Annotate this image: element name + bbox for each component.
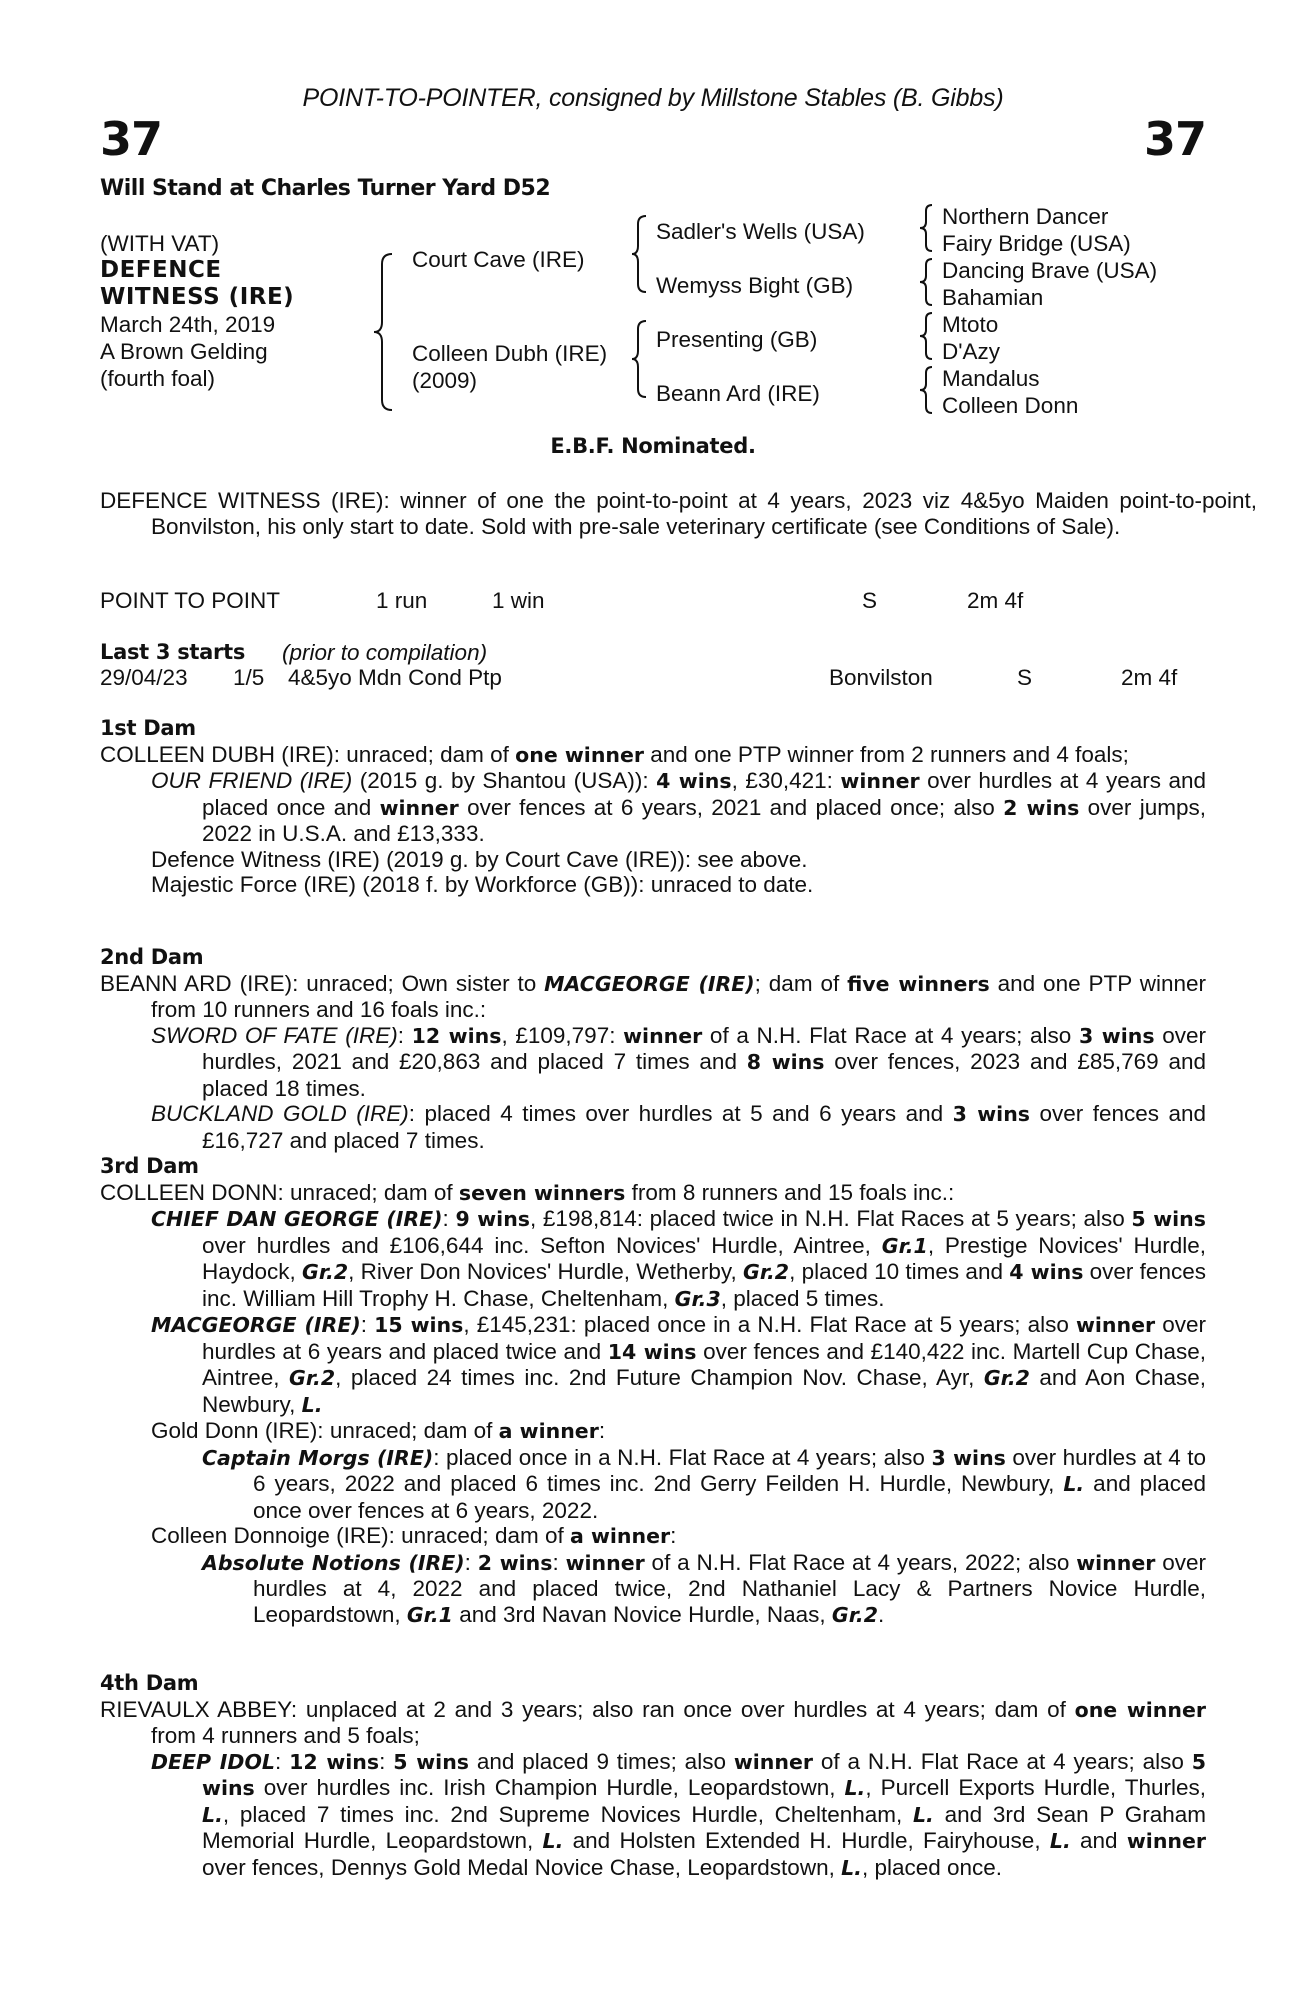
record-distance: 2m 4f <box>967 588 1024 613</box>
text-run: , placed 10 times and <box>789 1259 1010 1284</box>
pedigree-dam-dam: Beann Ard (IRE) <box>656 381 820 406</box>
start-position: 1/5 <box>233 665 265 690</box>
text-run: and one PTP winner from 10 runners and 16 foals inc.: <box>151 970 1207 1022</box>
bold-text: 9 wins <box>455 1207 531 1231</box>
produce-entry <box>151 768 1206 847</box>
text-run: and placed 9 times; also <box>469 1748 734 1774</box>
bold-italic-name: Absolute Notions (IRE) <box>202 1550 465 1575</box>
text-run: over fences, 2023 and £85,769 and placed 18 times. <box>202 1049 1206 1101</box>
text-run: Majestic Force (IRE) (2018 f. by Workforce (GB)): unraced to date. <box>151 872 814 897</box>
text-run: and 3rd Navan Novice Hurdle, Naas, <box>452 1601 832 1627</box>
text-run: Gold Donn (IRE): unraced; dam of <box>151 1418 499 1443</box>
pedigree-brace-g1 <box>918 203 936 253</box>
text-run: : placed once in a N.H. Flat Race at 4 years; also <box>433 1444 932 1470</box>
text-run: and <box>1070 1828 1127 1853</box>
bold-italic-name: MACGEORGE (IRE) <box>544 971 755 996</box>
text-run: Colleen Donnoige (IRE): unraced; dam of <box>151 1523 570 1548</box>
text-run: from 8 runners and 15 foals inc.: <box>625 1179 955 1205</box>
pedigree-ggp-6: D'Azy <box>942 339 1001 364</box>
bold-italic-name: Gr.2 <box>743 1260 790 1284</box>
text-run: : <box>360 1312 375 1337</box>
bold-text: one winner <box>515 742 645 767</box>
text-run: over hurdles, 2021 and £20,863 and placed 7 times and <box>202 1022 1206 1074</box>
dam-heading: 4th Dam <box>100 1671 199 1695</box>
bold-italic-name: L. <box>841 1855 862 1880</box>
dam-entry <box>100 1697 1206 1749</box>
text-run: over fences at 6 years, 2021 and placed once; also <box>458 794 1004 820</box>
pedigree-ggp-4: Bahamian <box>942 285 1044 310</box>
bold-italic-name: Gr.1 <box>881 1233 928 1258</box>
text-run: of a N.H. Flat Race at 4 years; also <box>702 1022 1079 1048</box>
pedigree-dam: Colleen Dubh (IRE) <box>412 341 608 366</box>
start-date: 29/04/23 <box>100 665 188 690</box>
bold-text: winner <box>733 1749 813 1774</box>
produce-entry <box>151 1312 1206 1418</box>
produce-entry <box>151 1101 1206 1153</box>
text-run: over hurdles inc. Irish Champion Hurdle, Leopardstown, <box>254 1775 845 1800</box>
start-distance: 2m 4f <box>1121 665 1178 690</box>
bold-text: 3 wins <box>931 1445 1006 1470</box>
last-starts-note: (prior to compilation) <box>282 640 488 665</box>
dam-entry <box>100 1180 1206 1207</box>
text-run: over fences and £16,727 and placed 7 times. <box>202 1101 1207 1153</box>
bold-text: 5 wins <box>393 1749 470 1774</box>
text-run: : <box>274 1748 290 1774</box>
text-run: RIEVAULX ABBEY: unplaced at 2 and 3 years; also ran once over hurdles at 4 years; dam of <box>100 1696 1075 1722</box>
text-run: , £198,814: placed twice in N.H. Flat Races at 5 years; also <box>530 1206 1132 1231</box>
pedigree-ggp-8: Colleen Donn <box>942 393 1079 418</box>
text-run: : <box>598 1418 606 1443</box>
bold-text: one winner <box>1074 1697 1206 1722</box>
horse-details <box>100 230 294 392</box>
text-run: over hurdles at 4, 2022 and placed twice, 2nd Nathaniel Lacy & Partners Novice Hurdle, Leopardstown, <box>253 1549 1206 1627</box>
produce-entry <box>151 1749 1206 1882</box>
bold-text: winner <box>623 1023 703 1048</box>
last-start-row <box>100 665 1206 695</box>
text-run: of a N.H. Flat Race at 4 years, 2022; also <box>644 1549 1077 1575</box>
bold-text: 12 wins <box>289 1749 380 1774</box>
text-run: COLLEEN DONN: unraced; dam of <box>100 1179 459 1205</box>
text-run: over jumps, 2022 in U.S.A. and £13,333. <box>202 794 1207 846</box>
bold-text: winner <box>565 1550 645 1575</box>
dam-heading: 1st Dam <box>100 716 196 740</box>
start-course: Bonvilston <box>829 665 933 690</box>
italic-name: SWORD OF FATE (IRE) <box>151 1022 398 1048</box>
bold-text: 4 wins <box>1009 1260 1084 1284</box>
dam-section-4 <box>100 1671 1206 1881</box>
race-record <box>100 588 1206 618</box>
bold-text: 2 wins <box>477 1550 553 1575</box>
produce-entry <box>202 1550 1206 1629</box>
bold-italic-name: L. <box>844 1776 866 1800</box>
text-run: , Purcell Exports Hurdle, Thurles, <box>865 1775 1206 1800</box>
bold-italic-name: L. <box>542 1829 564 1853</box>
text-run: over fences, Dennys Gold Medal Novice Chase, Leopardstown, <box>202 1854 842 1880</box>
bold-italic-name: CHIEF DAN GEORGE (IRE) <box>151 1207 443 1231</box>
bold-text: 2 wins <box>1003 795 1080 820</box>
horse-description: A Brown Gelding <box>100 339 268 364</box>
horse-summary: DEFENCE WITNESS (IRE): winner of one the point-to-point at 4 years, 2023 viz 4&5yo Maiden point-to-point, Bonvilston, his only start to date. Sold with pre-sale veterinary certificate (see Conditions of Sale). <box>100 488 1257 539</box>
text-run: . <box>877 1601 885 1627</box>
text-run: : placed 4 times over hurdles at 5 and 6 years and <box>408 1101 953 1126</box>
text-run: and 3rd Sean P Graham Memorial Hurdle, Leopardstown, <box>202 1801 1206 1853</box>
bold-italic-name: L. <box>301 1392 323 1417</box>
bold-text: winner <box>1126 1829 1207 1853</box>
bold-italic-name: MACGEORGE (IRE) <box>151 1313 361 1337</box>
produce-entry <box>151 1418 1206 1445</box>
horse-name-line1: DEFENCE <box>100 257 222 283</box>
text-run: : <box>552 1549 566 1575</box>
bold-text: a winner <box>569 1524 671 1548</box>
pedigree-brace-g4 <box>918 365 936 415</box>
pedigree-ggp-2: Fairy Bridge (USA) <box>942 231 1131 256</box>
bold-text: 3 wins <box>952 1102 1031 1126</box>
bold-italic-name: Captain Morgs (IRE) <box>202 1445 434 1470</box>
text-run: , placed once. <box>861 1854 1003 1880</box>
bold-italic-name: Gr.1 <box>406 1602 453 1627</box>
bold-text: 3 wins <box>1078 1023 1155 1048</box>
stand-location: Will Stand at Charles Turner Yard D52 <box>100 176 551 201</box>
bold-italic-name: L. <box>912 1802 934 1827</box>
text-run: BEANN ARD (IRE): unraced; Own sister to <box>100 970 545 996</box>
produce-entry <box>151 847 1206 873</box>
text-run: of a N.H. Flat Race at 4 years; also <box>813 1748 1192 1774</box>
italic-name: BUCKLAND GOLD (IRE) <box>151 1101 409 1126</box>
text-run: COLLEEN DUBH (IRE): unraced; dam of <box>100 741 516 767</box>
vat-note: (WITH VAT) <box>100 231 220 256</box>
pedigree-brace-dam <box>630 319 650 399</box>
bold-text: a winner <box>498 1419 599 1443</box>
text-run: : <box>670 1523 677 1548</box>
text-run: and Holsten Extended H. Hurdle, Fairyhouse, <box>563 1828 1050 1853</box>
foal-number: (fourth foal) <box>100 366 216 391</box>
pedigree-sire-dam: Wemyss Bight (GB) <box>656 273 854 298</box>
bold-text: winner <box>379 795 459 820</box>
text-run: over fences and £140,422 inc. Martell Cup Chase, Aintree, <box>202 1338 1206 1390</box>
bold-italic-name: L. <box>1063 1472 1085 1496</box>
text-run: and one PTP winner from 2 runners and 4 foals; <box>644 741 1129 767</box>
text-run: over fences inc. William Hill Trophy H. Chase, Cheltenham, <box>202 1259 1206 1311</box>
bold-italic-name: Gr.2 <box>983 1366 1030 1390</box>
date-of-birth: March 24th, 2019 <box>100 312 276 337</box>
bold-italic-name: Gr.2 <box>289 1366 336 1390</box>
pedigree-ggp-3: Dancing Brave (USA) <box>942 258 1158 283</box>
dam-entry <box>100 742 1206 769</box>
produce-entry <box>202 1445 1206 1524</box>
bold-text: five winners <box>847 971 990 996</box>
text-run: (2015 g. by Shantou (USA)): <box>352 768 657 793</box>
produce-entry <box>151 1206 1206 1312</box>
text-run: , placed 7 times inc. 2nd Supreme Novices Hurdle, Cheltenham, <box>222 1801 913 1827</box>
text-run: and Aon Chase, Newbury, <box>202 1365 1206 1417</box>
pedigree-ggp-1: Northern Dancer <box>942 204 1109 229</box>
lot-number-left: 37 <box>100 112 163 166</box>
text-run: , placed 5 times. <box>720 1285 885 1311</box>
text-run: : <box>442 1206 456 1231</box>
dam-section-1 <box>100 716 1206 898</box>
bold-italic-name: L. <box>1049 1829 1071 1853</box>
text-run: over hurdles at 4 years and placed once and <box>202 768 1206 820</box>
text-run: : <box>464 1549 478 1575</box>
bold-text: seven winners <box>458 1180 626 1205</box>
bold-italic-name: L. <box>202 1802 223 1827</box>
dam-heading: 3rd Dam <box>100 1154 199 1178</box>
record-wins: 1 win <box>492 588 545 613</box>
pedigree-brace-main <box>372 252 396 412</box>
bold-text: 8 wins <box>746 1050 825 1074</box>
pedigree-brace-g2 <box>918 257 936 307</box>
dam-section-3 <box>100 1154 1206 1628</box>
text-run: Defence Witness (IRE) (2019 g. by Court Cave (IRE)): see above. <box>151 846 808 872</box>
text-run: , Prestige Novices' Hurdle, Haydock, <box>202 1232 1206 1284</box>
bold-text: 5 wins <box>1131 1207 1206 1231</box>
italic-name: OUR FRIEND (IRE) <box>151 768 353 793</box>
lot-number-right: 37 <box>1143 112 1206 166</box>
pedigree-sire: Court Cave (IRE) <box>412 247 585 272</box>
bold-italic-name: DEEP IDOL <box>151 1749 275 1774</box>
bold-text: winner <box>1075 1313 1156 1337</box>
text-run: , placed 24 times inc. 2nd Future Champion Nov. Chase, Ayr, <box>335 1365 984 1390</box>
pedigree-ggp-5: Mtoto <box>942 312 999 337</box>
text-run: , £30,421: <box>731 768 841 793</box>
text-run: ; dam of <box>754 970 848 996</box>
bold-text: 14 wins <box>607 1339 697 1364</box>
dam-heading: 2nd Dam <box>100 945 204 969</box>
pedigree-brace-sire <box>630 214 650 294</box>
produce-entry <box>151 872 1206 898</box>
bold-italic-name: Gr.3 <box>674 1286 721 1311</box>
dam-section-2 <box>100 945 1206 1153</box>
consignment-line: POINT-TO-POINTER, consigned by Millstone Stables (B. Gibbs) <box>302 84 1004 112</box>
pedigree-ggp-7: Mandalus <box>942 366 1040 391</box>
text-run: over hurdles and £106,644 inc. Sefton Novices' Hurdle, Aintree, <box>202 1232 882 1258</box>
record-going: S <box>862 588 878 613</box>
record-runs: 1 run <box>376 588 428 613</box>
produce-entry <box>151 1523 1206 1550</box>
ebf-nominated: E.B.F. Nominated. <box>550 434 756 458</box>
pedigree-sire-sire: Sadler's Wells (USA) <box>656 219 865 244</box>
text-run: , £145,231: placed once in a N.H. Flat Race at 5 years; also <box>463 1312 1076 1337</box>
bold-text: 12 wins <box>411 1023 502 1048</box>
bold-text: winner <box>840 769 920 793</box>
text-run: : <box>397 1022 412 1048</box>
last-starts-title: Last 3 starts <box>100 640 246 664</box>
text-run: from 4 runners and 5 foals; <box>151 1723 420 1748</box>
dam-entry <box>100 971 1206 1023</box>
pedigree-brace-g3 <box>918 311 936 361</box>
pedigree-dam-sire: Presenting (GB) <box>656 327 818 352</box>
start-race: 4&5yo Mdn Cond Ptp <box>288 665 502 690</box>
text-run: , £109,797: <box>501 1022 624 1048</box>
pedigree-dam-year: (2009) <box>412 368 478 393</box>
bold-text: 15 wins <box>374 1313 464 1337</box>
produce-entry <box>151 1023 1206 1102</box>
bold-text: winner <box>1076 1550 1156 1575</box>
start-going: S <box>1017 665 1033 690</box>
text-run: , River Don Novices' Hurdle, Wetherby, <box>348 1259 743 1284</box>
bold-italic-name: Gr.2 <box>302 1260 349 1284</box>
bold-text: 4 wins <box>656 769 732 793</box>
bold-text: 5 wins <box>202 1749 1206 1800</box>
bold-italic-name: Gr.2 <box>831 1602 878 1627</box>
text-run: : <box>379 1748 394 1774</box>
record-type: POINT TO POINT <box>100 588 281 613</box>
text-run: over hurdles at 6 years and placed twice and <box>202 1312 1206 1364</box>
text-run: over hurdles at 4 to 6 years, 2022 and placed 6 times inc. 2nd Gerry Feilden H. Hurdle, Newbury, <box>253 1444 1206 1496</box>
text-run: and placed once over fences at 6 years, 2022. <box>253 1471 1206 1523</box>
horse-name-line2: WITNESS (IRE) <box>100 284 295 310</box>
